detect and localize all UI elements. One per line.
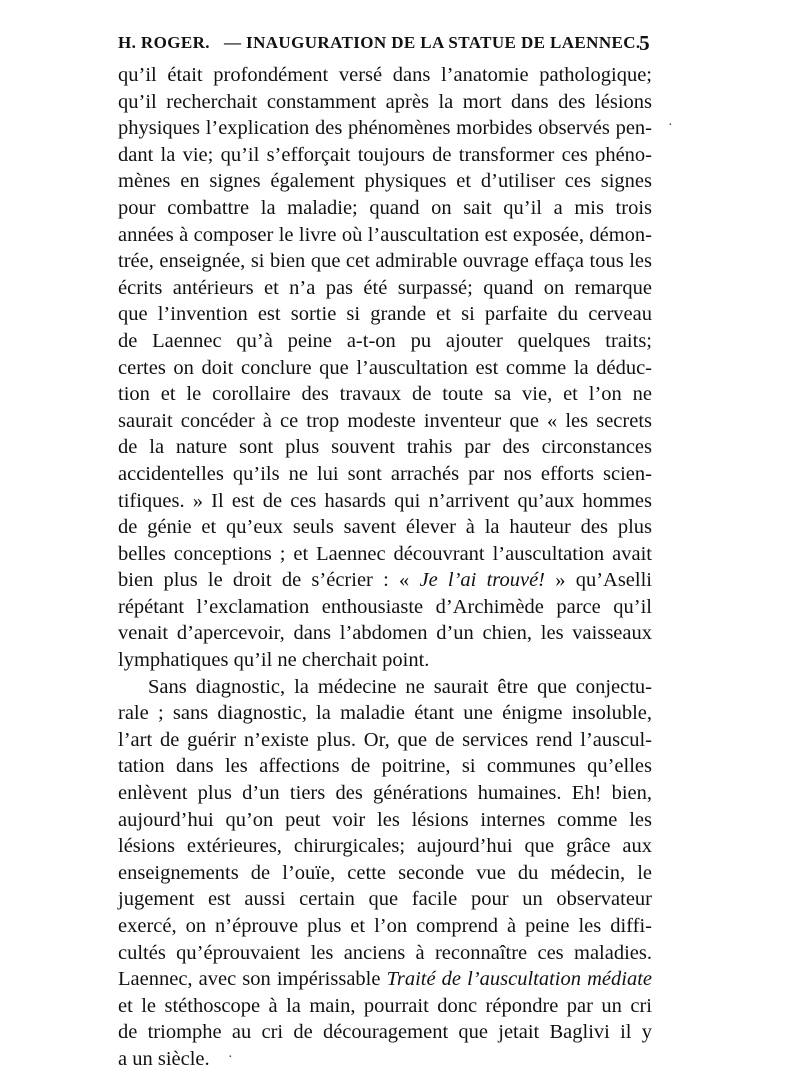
text-line: tifiques. » Il est de ces hasards qui n’arrivent qu’aux hommes [118,489,652,512]
text-line: dant la vie; qu’il s’efforçait toujours de transformer ces phéno- [118,143,652,166]
text-line: l’art de guérir n’existe plus. Or, que de services rend l’auscul- [118,728,652,751]
speck-mark: · [228,1050,233,1065]
text-line: cultés qu’éprouvaient les anciens à reconnaître ces maladies. [118,941,652,964]
text-line: pour combattre la maladie; quand on sait qu’il a mis trois [118,196,652,219]
text-line: belles conceptions ; et Laennec découvrant l’auscultation avait [118,542,652,565]
text-line: enlèvent plus d’un tiers des générations humaines. Eh! bien, [118,782,652,805]
text-line: certes on doit conclure que l’auscultation est comme la déduc- [118,356,652,379]
text-line: mènes en signes également physiques et d’utiliser ces signes [118,170,652,193]
line-segment: bien plus le droit de s’écrier : « [118,569,420,592]
page-number: 5 [639,31,650,55]
text-line: physiques l’explication des phénomènes morbides observés pen- [118,117,652,140]
text-line: aujourd’hui qu’on peut voir les lésions internes comme les [118,808,652,831]
text-line: qu’il était profondément versé dans l’anatomie pathologique; [118,64,652,86]
text-line: qu’il recherchait constamment après la mort dans des lésions [118,90,652,113]
text-line: de triomphe au cri de découragement que jetait Baglivi il y [118,1021,652,1044]
text-line: écrits antérieurs et n’a pas été surpassé; quand on remarque [118,276,652,299]
line-segment: » qu’Aselli [545,569,652,592]
italic-title: Traité de l’auscultation médiate [386,968,652,991]
text-line: lésions extérieures, chirurgicales; aujourd’hui que grâce aux [118,835,652,858]
text-line: venait d’apercevoir, dans l’abdomen d’un chien, les vaisseaux [118,622,652,645]
text-line: années à composer le livre où l’auscultation est exposée, démon- [118,223,652,246]
text-line: de la nature sont plus souvent trahis par des circonstances [118,436,652,459]
text-line: rale ; sans diagnostic, la maladie étant une énigme insoluble, [118,702,652,725]
header-title: — INAUGURATION DE LA STATUE DE LAENNEC. [224,33,641,52]
text-line: de Laennec qu’à peine a-t-on pu ajouter quelques traits; [118,329,652,352]
text-line: lymphatiques qu’il ne cherchait point. [118,649,430,672]
body-text [118,62,652,1073]
text-line: Sans diagnostic, la médecine ne saurait être que conjectu- [148,675,652,698]
header-author: H. ROGER. [118,33,210,52]
text-line: a un siècle. [118,1047,210,1070]
line-segment: Laennec, avec son impérissable [118,968,387,991]
running-head [118,33,650,59]
text-line: enseignements de l’ouïe, cette seconde vue du médecin, le [118,861,652,884]
italic-quote: Je l’ai trouvé! [419,569,546,592]
text-line: tation dans les affections de poitrine, si communes qu’elles [118,755,652,778]
text-line: jugement est aussi certain que facile pour un observateur [118,888,652,911]
text-line: de génie et qu’eux seuls savent élever à la hauteur des plus [118,516,652,539]
text-line: accidentelles qu’ils ne lui sont arrachés par nos efforts scien- [118,462,652,485]
text-line: répétant l’exclamation enthousiaste d’Archimède parce qu’il [118,595,652,618]
paragraph-2 [118,674,652,1073]
text-line: tion et le corollaire des travaux de toute sa vie, et l’on ne [118,383,652,406]
speck-mark: · [668,118,673,133]
paragraph-1 [118,62,652,674]
text-line: saurait concéder à ce trop modeste inventeur que « les secrets [118,409,652,432]
text-line: et le stéthoscope à la main, pourrait donc répondre par un cri [118,994,652,1017]
text-line: exercé, on n’éprouve plus et l’on comprend à peine les diffi- [118,915,652,937]
text-line-with-italic [118,567,652,594]
text-line-with-italic [118,966,652,993]
text-line: trée, enseignée, si bien que cet admirable ouvrage effaça tous les [118,250,652,273]
text-line: que l’invention est sortie si grande et si parfaite du cerveau [118,303,652,326]
